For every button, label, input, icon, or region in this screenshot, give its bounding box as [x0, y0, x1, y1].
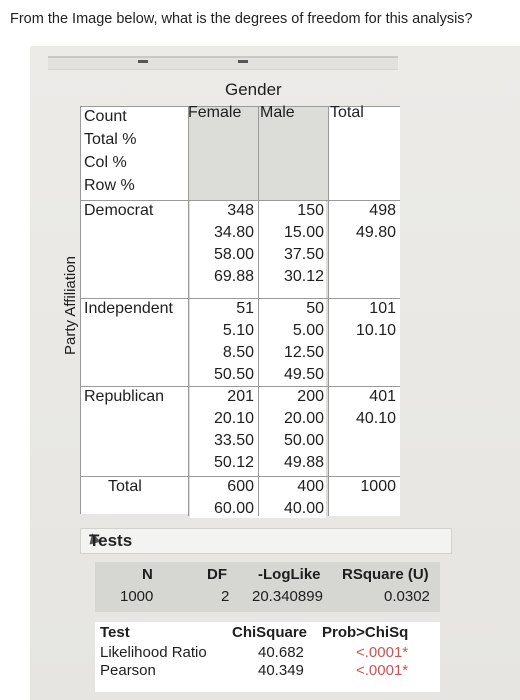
header-df: DF [207, 566, 227, 583]
cell-value: 498 [369, 202, 396, 219]
cell-value: 15.00 [283, 224, 324, 241]
report-top-bar [48, 56, 398, 70]
cell-value: 201 [227, 388, 254, 405]
grid-line [80, 106, 81, 514]
test-chisq: 40.682 [258, 644, 304, 661]
cell-value: 58.00 [213, 246, 254, 263]
grid-line [80, 476, 400, 477]
bar-mark [138, 60, 148, 63]
cell-value: 10.10 [355, 322, 396, 339]
cell-value: 1000 [360, 478, 396, 495]
grid-line [80, 200, 400, 201]
cell-value: 101 [369, 300, 396, 317]
cell-value: 60.00 [213, 500, 254, 517]
cell-value: 51 [236, 300, 254, 317]
header-test: Test [100, 624, 130, 641]
cell-value: 49.50 [283, 366, 324, 383]
header-loglike: -LogLike [258, 566, 321, 583]
cell-value: 49.88 [283, 454, 324, 471]
cell-value: 69.88 [213, 268, 254, 285]
column-header-male: Male [260, 104, 295, 121]
cell-value: 200 [297, 388, 324, 405]
cell-value: 150 [297, 202, 324, 219]
bar-mark [238, 60, 248, 63]
cell-value: 49.80 [355, 224, 396, 241]
value-loglike: 20.340899 [252, 588, 323, 605]
question-text: From the Image below, what is the degrees of freedom for this analysis? [10, 11, 473, 27]
cell-value: 8.50 [222, 344, 254, 361]
value-n: 1000 [120, 588, 154, 605]
cell-value: 5.10 [222, 322, 254, 339]
contingency-table [80, 80, 400, 520]
legend-count: Count [84, 108, 127, 125]
grid-line [80, 298, 400, 299]
row-label-democrat: Democrat [84, 202, 154, 219]
tests-title: Tests [89, 531, 133, 550]
grid-line [258, 106, 259, 516]
cell-value: 34.80 [213, 224, 254, 241]
column-header-total: Total [330, 104, 364, 121]
grid-line [80, 386, 400, 387]
cell-value: 401 [369, 388, 396, 405]
tests-header[interactable] [80, 528, 452, 554]
header-chisquare: ChiSquare [232, 624, 308, 641]
cell-value: 600 [227, 478, 254, 495]
test-prob: <.0001* [356, 644, 409, 661]
test-name: Pearson [100, 662, 156, 679]
row-label-republican: Republican [84, 388, 165, 405]
header-n: N [142, 566, 153, 583]
header-rsquare: RSquare (U) [342, 566, 429, 583]
row-label-total: Total [108, 478, 142, 495]
cell-value: 50.00 [283, 432, 324, 449]
value-rsquare: 0.0302 [384, 588, 430, 605]
value-df: 2 [221, 588, 230, 605]
test-prob: <.0001* [356, 662, 409, 679]
cell-value: 348 [227, 202, 254, 219]
row-label-independent: Independent [84, 300, 173, 317]
cell-value: 12.50 [283, 344, 324, 361]
cell-value: 20.10 [213, 410, 254, 427]
cell-value: 40.00 [283, 500, 324, 517]
column-group-title: Gender [225, 80, 282, 99]
cell-value: 50.50 [213, 366, 254, 383]
cell-value: 20.00 [283, 410, 324, 427]
legend-row-pct: Row % [84, 177, 135, 194]
legend-total-pct: Total % [84, 131, 137, 148]
header-prob: Prob>ChiSq [322, 624, 409, 641]
test-name: Likelihood Ratio [100, 644, 207, 661]
cell-value: 5.00 [292, 322, 324, 339]
column-header-female: Female [188, 104, 242, 121]
row-axis-title: Party Affiliation [62, 256, 79, 355]
cell-value: 33.50 [213, 432, 254, 449]
cell-value: 50 [306, 300, 324, 317]
cell-value: 50.12 [213, 454, 254, 471]
grid-line [188, 106, 189, 516]
cell-value: 37.50 [283, 246, 324, 263]
cell-value: 400 [297, 478, 324, 495]
test-chisq: 40.349 [258, 662, 304, 679]
legend-col-pct: Col % [84, 154, 127, 171]
cell-value: 40.10 [355, 410, 396, 427]
cell-value: 30.12 [283, 268, 324, 285]
grid-line [328, 106, 329, 516]
